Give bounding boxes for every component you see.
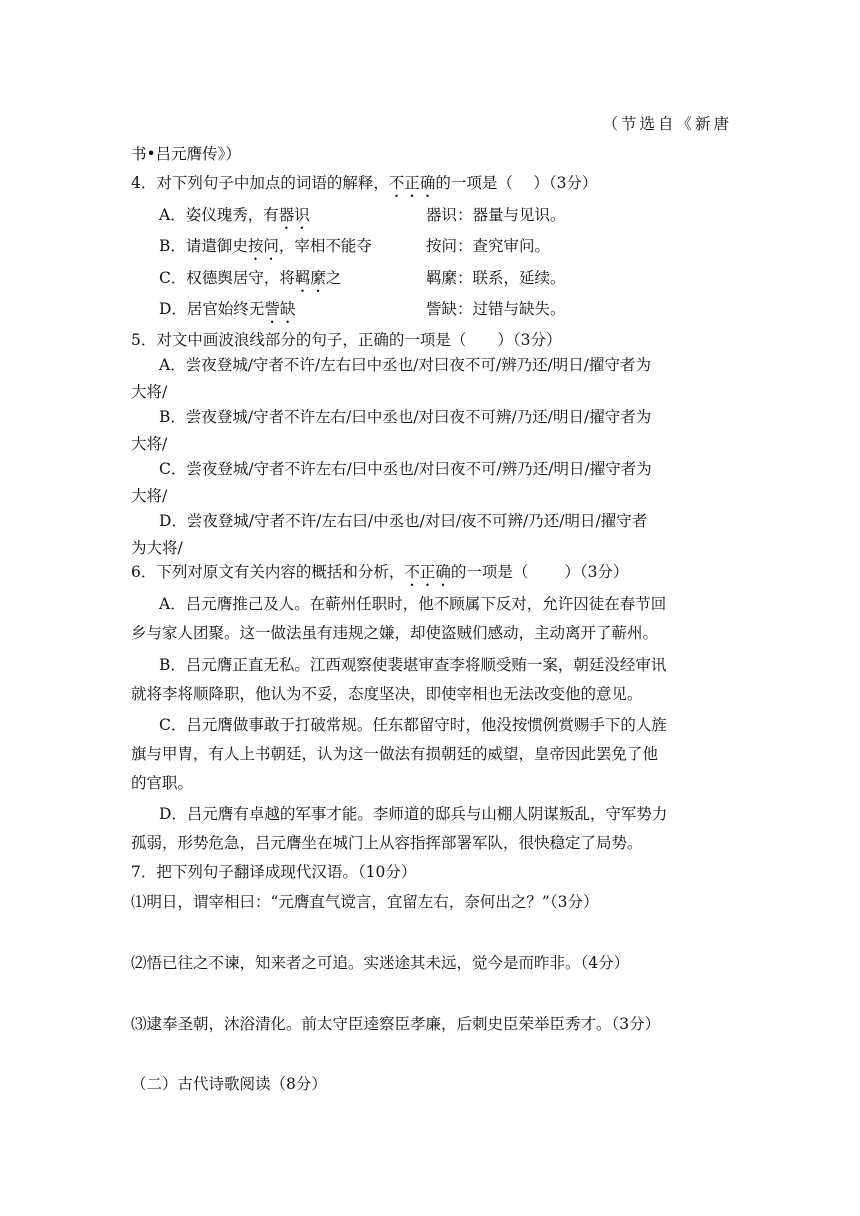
q6-option-b-line2: 就将李将顺降职，他认为不妥，态度坚决，即使宰相也无法改变他的意见。: [131, 685, 643, 703]
q6-option-d-line1: D．吕元膺有卓越的军事才能。李师道的邸兵与山棚人阴谋叛乱，守军势力: [159, 805, 668, 823]
q5-option-c-line2: 大将/: [131, 487, 168, 505]
q4-option-a: [159, 204, 310, 233]
q4-option-a-pre: A．姿仪瑰秀，有: [159, 206, 279, 224]
q6-option-a-line2: 乡与家人团聚。这一做法虽有违规之嫌，却使盗贼们感动，主动离开了蕲州。: [131, 624, 659, 642]
q5-option-d-line2: 为大将/: [131, 539, 183, 557]
q5-stem: 5．对文中画波浪线部分的句子，正确的一项是（ ）（3分）: [131, 331, 562, 349]
q5-option-b-line2: 大将/: [131, 435, 168, 453]
source-attribution-line2: 书•吕元膺传》）: [131, 145, 241, 163]
q4-option-a-dotted: 器识: [278, 206, 310, 224]
q4-option-b-post: ，宰相不能夺: [278, 237, 372, 255]
q6-option-c-line1: C．吕元膺做事敢于打破常规。任东都留守时，他没按惯例赏赐手下的人旌: [159, 716, 667, 734]
q4-option-c-def: 羁縻：联系，延续。: [426, 269, 566, 287]
q6-option-a-line1: A．吕元膺推己及人。在蕲州任职时，他不顾属下反对，允许囚徒在春节回: [159, 595, 667, 613]
q5-option-b-line1: B．尝夜登城/守者不许左右/曰中丞也/对曰夜不可辨/乃还/明日/擢守者为: [159, 408, 652, 426]
q4-stem-emphasis: 不正确: [388, 174, 436, 192]
q5-option-c-line1: C．尝夜登城/守者不许左右/曰中丞也/对曰夜不可/辨乃还/明日/擢守者为: [159, 460, 652, 478]
q5-option-d-line1: D．尝夜登城/守者不许/左右曰/中丞也/对曰/夜不可辨/乃还/明日/擢守者: [159, 512, 648, 530]
q6-option-b-line1: B．吕元膺正直无私。江西观察使裴堪审查李将顺受贿一案，朝廷没经审讯: [159, 656, 667, 674]
section-heading-poetry: （二）古代诗歌阅读（8分）: [131, 1075, 327, 1093]
source-attribution-line1: （节选自《新唐: [602, 115, 732, 133]
q4-option-c-pre: C．权德舆居守，将: [159, 269, 295, 287]
q4-stem-post: 的一项是（ ）（3分）: [435, 174, 598, 192]
q4-option-b-dotted: 按问: [247, 237, 279, 255]
q6-stem-pre: 6．下列对原文有关内容的概括和分析，: [131, 563, 405, 581]
q4-option-b-pre: B．请遣御史: [159, 237, 248, 255]
q7-stem: 7．把下列句子翻译成现代汉语。（10分）: [131, 863, 417, 881]
q4-option-c: [159, 267, 341, 296]
q7-item-2: ⑵悟已往之不谏，知来者之可追。实迷途其未远，觉今是而昨非。（4分）: [131, 954, 630, 972]
q4-option-b-def: 按问：查究审问。: [426, 237, 551, 255]
q4-option-d-pre: D．居官始终无: [159, 300, 265, 318]
q5-option-a-line2: 大将/: [131, 383, 168, 401]
q6-option-d-line2: 孤弱，形势危急，吕元膺坐在城门上从容指挥部署军队，很快稳定了局势。: [131, 834, 643, 852]
q4-stem-pre: 4．对下列句子中加点的词语的解释，: [131, 174, 389, 192]
q6-option-c-line2: 旗与甲胄，有人上书朝廷，认为这一做法有损朝廷的威望，皇帝因此罢免了他: [131, 745, 659, 763]
q4-option-b: [159, 235, 372, 264]
q4-option-c-post: 之: [325, 269, 342, 287]
q4-option-a-def: 器识：器量与见识。: [426, 206, 566, 224]
q4-option-d-dotted: 訾缺: [264, 300, 296, 318]
q4-option-c-dotted: 羁縻: [294, 269, 326, 287]
q4-stem: [131, 172, 597, 201]
q6-stem-post: 的一项是（ ）（3分）: [450, 563, 629, 581]
q5-option-a-line1: A．尝夜登城/守者不许/左右曰中丞也/对曰夜不可/辨乃还/明日/擢守者为: [159, 356, 652, 374]
q6-stem: [131, 561, 628, 590]
q6-option-c-line3: 的官职。: [131, 774, 194, 792]
q4-option-d: [159, 298, 295, 327]
q6-stem-emphasis: 不正确: [404, 563, 451, 581]
q7-item-1: ⑴明日，谓宰相曰：“元膺直气谠言，宜留左右，奈何出之？”（3分）: [131, 893, 599, 911]
q4-option-d-def: 訾缺：过错与缺失。: [426, 300, 566, 318]
q7-item-3: ⑶逮奉圣朝，沐浴清化。前太守臣逵察臣孝廉，后刺史臣荣举臣秀才。（3分）: [131, 1015, 661, 1033]
